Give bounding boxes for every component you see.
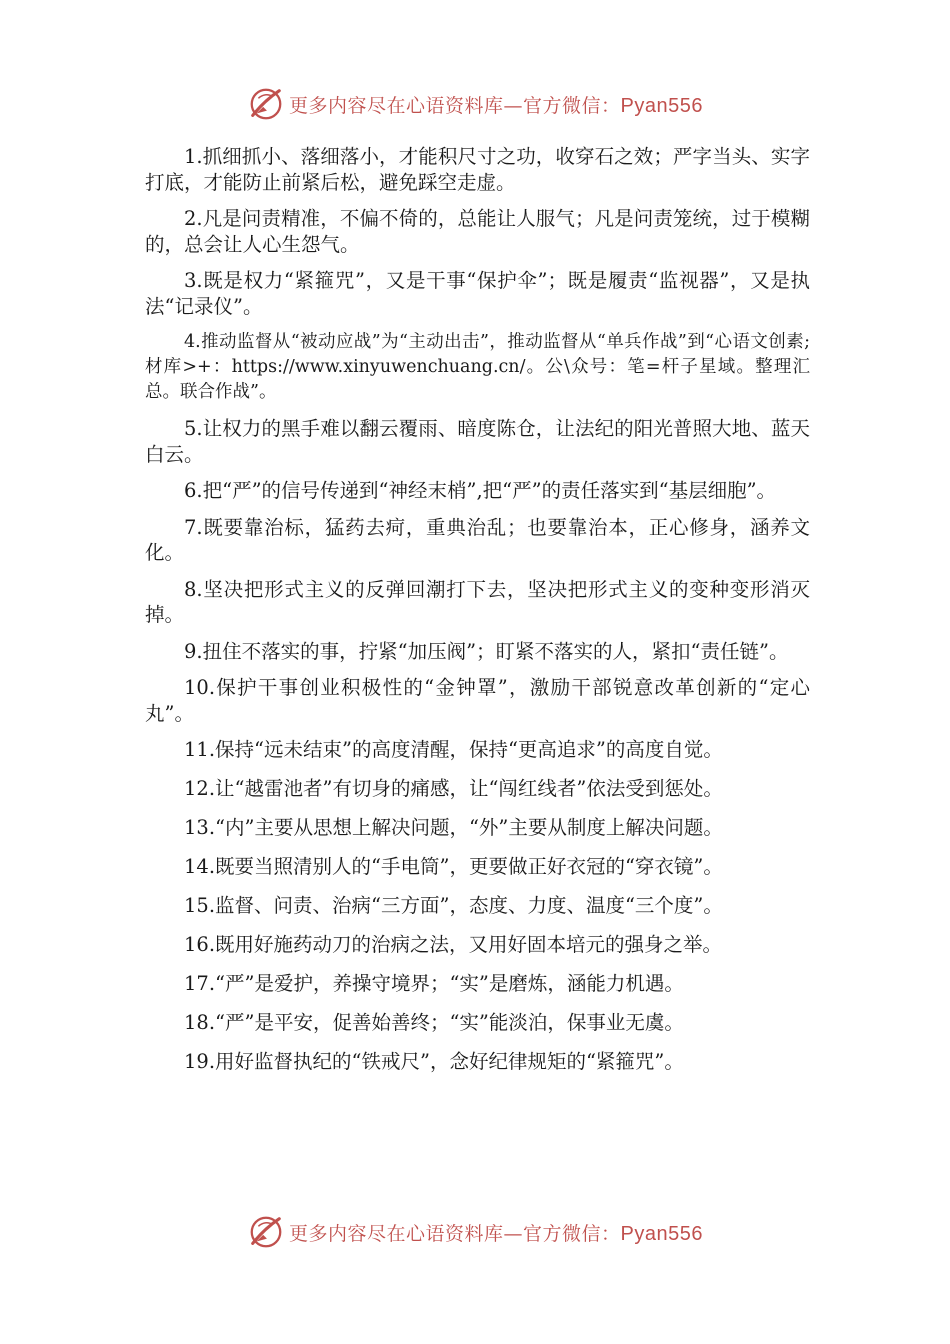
paragraph-18: 18.“严”是平安，促善始善终；“实”能淡泊，保事业无虞。 bbox=[184, 1011, 684, 1034]
paragraph-8: 8.坚决把形式主义的反弹回潮打下去，坚决把形式主义的变种变形消灭掉。 bbox=[145, 577, 810, 626]
document-body bbox=[145, 144, 810, 1088]
paragraph-12: 12.让“越雷池者”有切身的痛感，让“闯红线者”依法受到惩处。 bbox=[184, 777, 723, 800]
paragraph-10: 10.保护干事创业积极性的“金钟罩”，激励干部锐意改革创新的“定心丸”。 bbox=[145, 676, 810, 725]
paragraph-9: 9.扭住不落实的事，拧紧“加压阀”；盯紧不落实的人，紧扣“责任链”。 bbox=[184, 639, 789, 663]
paragraph-14: 14.既要当照清别人的“手电筒”，更要做正好衣冠的“穿衣镜”。 bbox=[184, 855, 723, 878]
footer-banner bbox=[0, 1212, 950, 1252]
paragraph-3: 3.既是权力“紧箍咒”，又是干事“保护伞”；既是履责“监视器”，又是执法“记录仪”。 bbox=[145, 269, 810, 318]
paragraph-13: 13.“内”主要从思想上解决问题，“外”主要从制度上解决问题。 bbox=[184, 816, 723, 839]
header-banner bbox=[0, 84, 950, 124]
paragraph-6: 6.把“严”的信号传递到“神经末梢”,把“严”的责任落实到“基层细胞”。 bbox=[184, 479, 777, 502]
paragraph-16: 16.既用好施药动刀的治病之法，又用好固本培元的强身之举。 bbox=[184, 933, 723, 956]
paragraph-11: 11.保持“远未结束”的高度清醒，保持“更高追求”的高度自觉。 bbox=[184, 738, 723, 761]
pen-nib-logo-icon bbox=[247, 85, 285, 123]
banner-text: 更多内容尽在心语资料库—官方微信：Pyan556 bbox=[289, 1222, 703, 1245]
paragraph-2: 2.凡是问责精准，不偏不倚的，总能让人服气；凡是问责笼统，过于模糊的，总会让人心生怨气。 bbox=[145, 207, 810, 256]
paragraph-7: 7.既要靠治标，猛药去疴，重典治乱；也要靠治本，正心修身，涵养文化。 bbox=[145, 515, 810, 564]
paragraph-1: 1.抓细抓小、落细落小，才能积尺寸之功，收穿石之效；严字当头、实字打底，才能防止前紧后松，避免踩空走虚。 bbox=[145, 145, 810, 194]
banner-text: 更多内容尽在心语资料库—官方微信：Pyan556 bbox=[289, 94, 703, 117]
paragraph-15: 15.监督、问责、治病“三方面”，态度、力度、温度“三个度”。 bbox=[184, 894, 723, 917]
paragraph-19: 19.用好监督执纪的“铁戒尺”，念好纪律规矩的“紧箍咒”。 bbox=[184, 1050, 684, 1073]
pen-nib-logo-icon bbox=[247, 1213, 285, 1251]
paragraph-17: 17.“严”是爱护，养操守境界；“实”是磨炼，涵能力机遇。 bbox=[184, 972, 684, 995]
paragraph-5: 5.让权力的黑手难以翻云覆雨、暗度陈仓，让法纪的阳光普照大地、蓝天白云。 bbox=[145, 417, 810, 466]
paragraph-4: 4.推动监督从“被动应战”为“主动出击”，推动监督从“单兵作战”到“心语文创素;材库>+：https://www.xinyuwenchuang.cn/。公\众号：笔=杆子星域。整理汇总。联合作战”。 bbox=[145, 332, 810, 402]
